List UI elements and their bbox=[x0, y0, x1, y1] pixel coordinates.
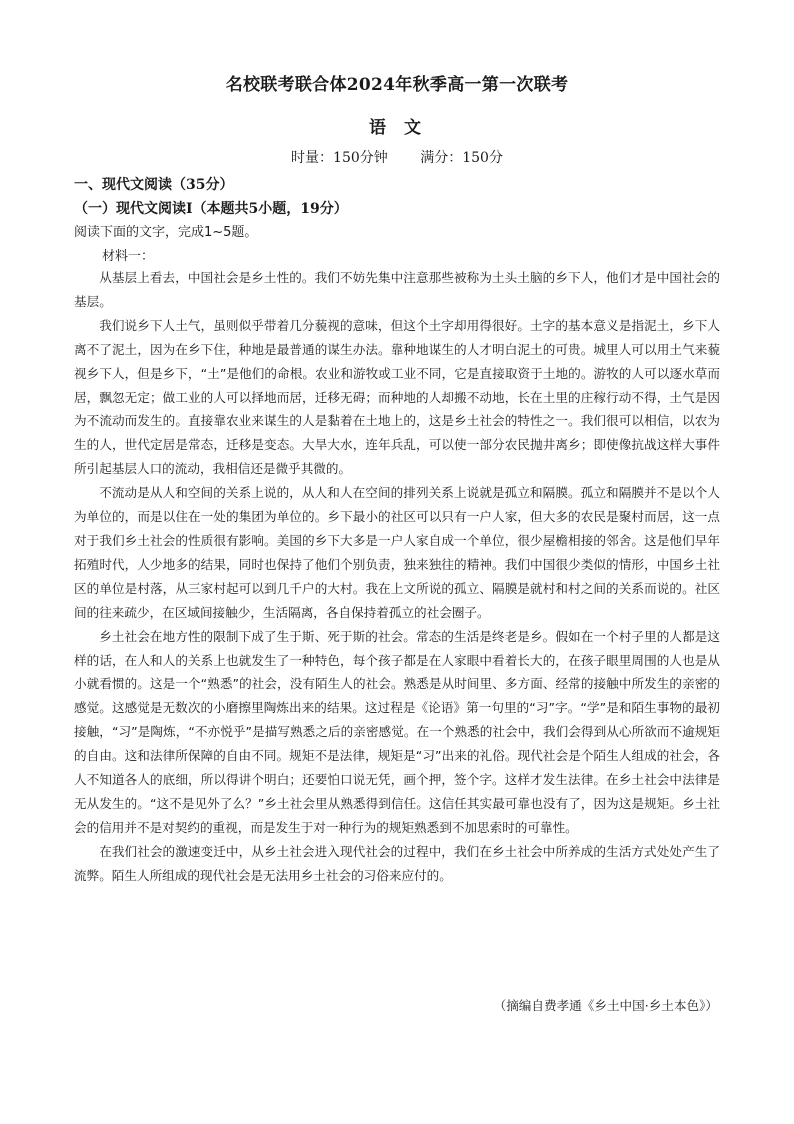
full-score: 满分：150分 bbox=[420, 150, 503, 166]
passage-source: （摘编自费孝通《乡土中国·乡土本色》） bbox=[493, 998, 718, 1013]
section-heading: 一、现代文阅读（35分） bbox=[74, 177, 234, 193]
passage-paragraph: 乡土社会在地方性的限制下成了生于斯、死于斯的社会。常态的生活是终老是乡。假如在一个村子里的人都是这样的话，在人和人的关系上也就发生了一种特色，每个孩子都是在人家眼中看着长大的，在孩子眼里周围的人也是从小就看惯的。这是一个“熟悉”的社会，没有陌生人的社会。熟悉是从时间里、多方面、经常的接触中所发生的亲密的感觉。这感觉是无数次的小磨擦里陶炼出来的结果。这过程是《论语》第一句里的“习”字。“学”是和陌生事物的最初接触，“习”是陶炼，“不亦悦乎”是描写熟悉之后的亲密感觉。在一个熟悉的社会中，我们会得到从心所欲而不逾规矩的自由。这和法律所保障的自由不同。规矩不是法律，规矩是“习”出来的礼俗。现代社会是个陌生人组成的社会，各人不知道各人的底细，所以得讲个明白；还要怕口说无凭，画个押，签个字。这样才发生法律。在乡土社会中法律是无从发生的。“这不是见外了么？”乡土社会里从熟悉得到信任。这信任其实最可靠也没有了，因为这是规矩。乡土社会的信用并不是对契约的重视，而是发生于对一种行为的规矩熟悉到不加思索时的可靠性。 bbox=[74, 628, 720, 835]
subject-heading: 语文 bbox=[369, 118, 439, 138]
passage-paragraph: 我们说乡下人土气，虽则似乎带着几分藐视的意味，但这个土字却用得很好。土字的基本意义是指泥土，乡下人离不了泥土，因为在乡下住，种地是最普通的谋生办法。靠种地谋生的人才明白泥土的可贵。城里人可以用土气来藐视乡下人，但是乡下，“土”是他们的命根。农业和游牧或工业不同，它是直接取资于土地的。游牧的人可以逐水草而居，飘忽无定；做工业的人可以择地而居，迁移无碍；而种地的人却搬不动地，长在土里的庄稼行动不得，土气是因为不流动而发生的。直接靠农业来谋生的人是黏着在土地上的，这是乡土社会的特性之一。我们很可以相信，以农为生的人，世代定居是常态，迁移是变态。大旱大水，连年兵乱，可以使一部分农民抛井离乡；即使像抗战这样大事件所引起基层人口的流动，我相信还是微乎其微的。 bbox=[74, 317, 720, 477]
passage-paragraph: 在我们社会的激速变迁中，从乡土社会进入现代社会的过程中，我们在乡土社会中所养成的生活方式处处产生了流弊。陌生人所组成的现代社会是无法用乡土社会的习俗来应付的。 bbox=[74, 843, 720, 883]
passage-body bbox=[74, 266, 720, 888]
time-limit: 时量：150分钟 bbox=[291, 150, 388, 166]
material-label: 材料一： bbox=[102, 249, 155, 264]
exam-meta bbox=[0, 147, 794, 167]
passage-paragraph: 不流动是从人和空间的关系上说的，从人和人在空间的排列关系上说就是孤立和隔膜。孤立和隔膜并不是以个人为单位的，而是以住在一处的集团为单位的。乡下最小的社区可以只有一户人家，但大多的农民是聚村而居，这一点对于我们乡土社会的性质很有影响。美国的乡下大多是一户人家自成一个单位，很少屋檐相接的邻舍。这是他们早年拓殖时代，人少地多的结果，同时也保持了他们个别负责，独来独往的精神。我们中国很少类似的情形，中国乡土社区的单位是村落，从三家村起可以到几千户的大村。我在上文所说的孤立、隔膜是就村和村之间的关系而说的。社区间的往来疏少，在区域间接触少，生活隔离，各自保持着孤立的社会圈子。 bbox=[74, 485, 720, 620]
reading-instruction: 阅读下面的文字，完成1~5题。 bbox=[74, 225, 258, 240]
exam-title: 名校联考联合体2024年秋季高一第一次联考 bbox=[225, 75, 569, 95]
passage-paragraph: 从基层上看去，中国社会是乡土性的。我们不妨先集中注意那些被称为土头土脑的乡下人，他们才是中国社会的基层。 bbox=[74, 270, 720, 309]
subsection-heading: （一）现代文阅读Ⅰ（本题共5小题，19分） bbox=[74, 201, 348, 217]
